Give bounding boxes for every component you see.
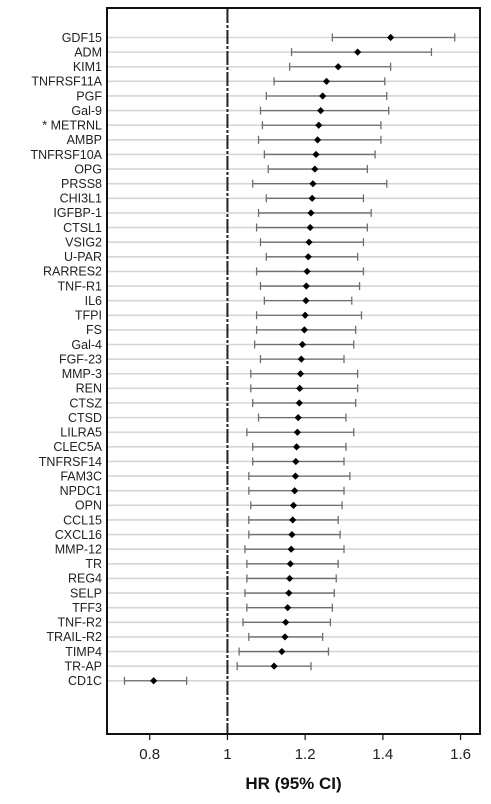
category-label: CTSZ — [69, 396, 102, 411]
point-estimate — [335, 63, 342, 70]
point-estimate — [278, 648, 285, 655]
point-estimate — [301, 326, 308, 333]
point-estimate — [319, 92, 326, 99]
category-label: TNFRSF14 — [38, 454, 102, 469]
category-label: MMP-3 — [61, 367, 102, 382]
category-label: Gal-4 — [71, 337, 102, 352]
category-label: IGFBP-1 — [53, 206, 102, 221]
point-estimate — [288, 531, 295, 538]
category-label: LILRA5 — [60, 425, 102, 440]
category-label: TNFRSF11A — [31, 74, 102, 89]
x-tick-label: 1.6 — [450, 746, 472, 763]
point-estimate — [302, 297, 309, 304]
category-label: TR — [85, 557, 102, 572]
category-label: PGF — [76, 89, 102, 104]
point-estimate — [312, 151, 319, 158]
category-label: RARRES2 — [42, 264, 102, 279]
category-label: CTSL1 — [63, 220, 102, 235]
category-label: MMP-12 — [54, 542, 102, 557]
category-label: TIMP4 — [65, 644, 102, 659]
plot-frame — [107, 8, 480, 734]
category-label: REN — [75, 381, 102, 396]
point-estimate — [305, 253, 312, 260]
category-label: TNFRSF10A — [30, 147, 102, 162]
x-tick-label: 1.4 — [372, 746, 394, 763]
point-estimate — [354, 49, 361, 56]
category-label: TNF-R2 — [57, 615, 102, 630]
point-estimate — [299, 341, 306, 348]
point-estimate — [288, 546, 295, 553]
point-estimate — [302, 312, 309, 319]
category-label: NPDC1 — [59, 484, 102, 499]
point-estimate — [294, 429, 301, 436]
point-estimate — [290, 502, 297, 509]
category-labels — [30, 31, 102, 688]
point-estimate — [315, 122, 322, 129]
x-axis-label: HR (95% CI) — [245, 774, 342, 793]
category-label: OPG — [74, 162, 102, 177]
point-estimate — [305, 239, 312, 246]
category-label: CD1C — [67, 674, 102, 689]
category-label: TFPI — [74, 308, 102, 323]
point-estimate — [296, 399, 303, 406]
category-label: TNF-R1 — [57, 279, 102, 294]
point-estimate — [309, 195, 316, 202]
point-estimate — [303, 268, 310, 275]
x-tick-label: 0.8 — [139, 746, 161, 763]
point-estimate — [323, 78, 330, 85]
category-label: FGF-23 — [58, 352, 102, 367]
point-estimate — [314, 136, 321, 143]
category-label: ADM — [74, 45, 102, 60]
x-tick-label: 1 — [223, 746, 232, 763]
category-label: FS — [86, 323, 102, 338]
category-label: AMBP — [66, 133, 102, 148]
point-estimate — [281, 633, 288, 640]
point-estimate — [303, 282, 310, 289]
point-estimate — [311, 165, 318, 172]
category-label: CCL15 — [63, 513, 102, 528]
point-estimate — [298, 356, 305, 363]
point-estimate — [296, 385, 303, 392]
point-estimate — [291, 487, 298, 494]
category-label: TR-AP — [64, 659, 102, 674]
point-estimate — [293, 443, 300, 450]
category-label: VSIG2 — [65, 235, 102, 250]
point-estimate — [270, 663, 277, 670]
point-estimate — [307, 209, 314, 216]
category-label: FAM3C — [60, 469, 102, 484]
point-estimate — [297, 370, 304, 377]
category-label: KIM1 — [72, 60, 102, 75]
category-label: TRAIL-R2 — [46, 630, 102, 645]
category-label: OPN — [74, 498, 102, 513]
point-estimate — [285, 589, 292, 596]
category-label: CHI3L1 — [59, 191, 102, 206]
category-label: PRSS8 — [61, 177, 102, 191]
category-label: CXCL16 — [54, 527, 102, 542]
category-label: Gal-9 — [71, 103, 102, 118]
point-estimate — [292, 458, 299, 465]
category-label: U-PAR — [64, 250, 102, 265]
category-label: REG4 — [67, 571, 102, 586]
category-label: * METRNL — [42, 118, 102, 133]
point-estimate — [317, 107, 324, 114]
point-estimate — [287, 560, 294, 567]
category-label: IL6 — [84, 293, 102, 308]
point-estimate — [284, 604, 291, 611]
category-label: SELP — [70, 586, 102, 601]
category-label: GDF15 — [61, 30, 102, 45]
category-label: CTSD — [67, 410, 102, 425]
point-estimate — [289, 516, 296, 523]
category-label: CLEC5A — [53, 440, 102, 455]
point-estimate — [292, 473, 299, 480]
point-estimate — [150, 677, 157, 684]
point-estimate — [309, 180, 316, 187]
x-tick-label: 1.2 — [294, 746, 316, 763]
point-estimate — [387, 34, 394, 41]
point-estimate — [307, 224, 314, 231]
x-axis-ticks — [139, 734, 471, 763]
point-estimate — [286, 575, 293, 582]
category-label: TFF3 — [72, 600, 102, 615]
point-estimate — [295, 414, 302, 421]
point-estimate — [282, 619, 289, 626]
